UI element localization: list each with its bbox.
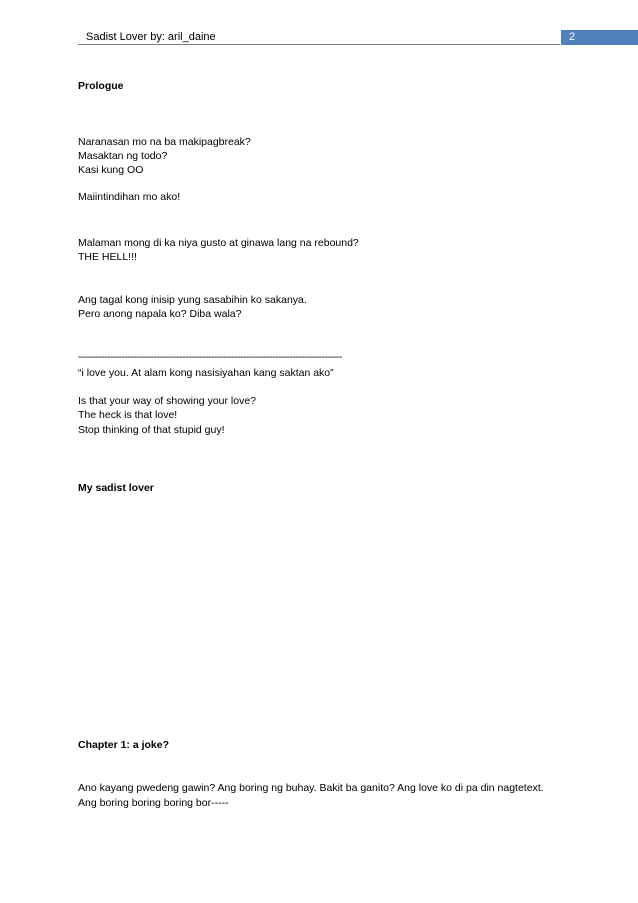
page-number-badge (561, 30, 638, 45)
body-line: Maiintindihan mo ako! (78, 191, 181, 203)
chapter-line: Ang boring boring boring bor----- (78, 797, 229, 809)
header-title: Sadist Lover by: aril_daine (86, 31, 216, 43)
body-line: Is that your way of showing your love? (78, 395, 257, 407)
body-line: Masaktan ng todo? (78, 150, 168, 162)
separator-line: ------------------------------------------------------------------------------------------- (78, 351, 342, 363)
page-number: 2 (569, 31, 576, 43)
prologue-heading: Prologue (78, 80, 124, 92)
body-line: Stop thinking of that stupid guy! (78, 424, 225, 436)
body-line: Ang tagal kong inisip yung sasabihin ko sakanya. (78, 294, 307, 306)
chapter-heading: Chapter 1: a joke? (78, 739, 170, 751)
body-line: Naranasan mo na ba makipagbreak? (78, 136, 251, 148)
body-line: Pero anong napala ko? Diba wala? (78, 308, 242, 320)
body-line: Kasi kung OO (78, 164, 144, 176)
body-line: THE HELL!!! (78, 251, 137, 263)
body-line: Malaman mong di ka niya gusto at ginawa lang na rebound? (78, 237, 359, 249)
chapter-line: Ano kayang pwedeng gawin? Ang boring ng buhay. Bakit ba ganito? Ang love ko di pa din nagtetext. (78, 782, 544, 794)
body-line: “i love you. At alam kong nasisiyahan kang saktan ako” (78, 367, 334, 379)
body-line: The heck is that love! (78, 409, 178, 421)
story-title-heading: My sadist lover (78, 482, 154, 494)
header-divider (78, 44, 560, 45)
